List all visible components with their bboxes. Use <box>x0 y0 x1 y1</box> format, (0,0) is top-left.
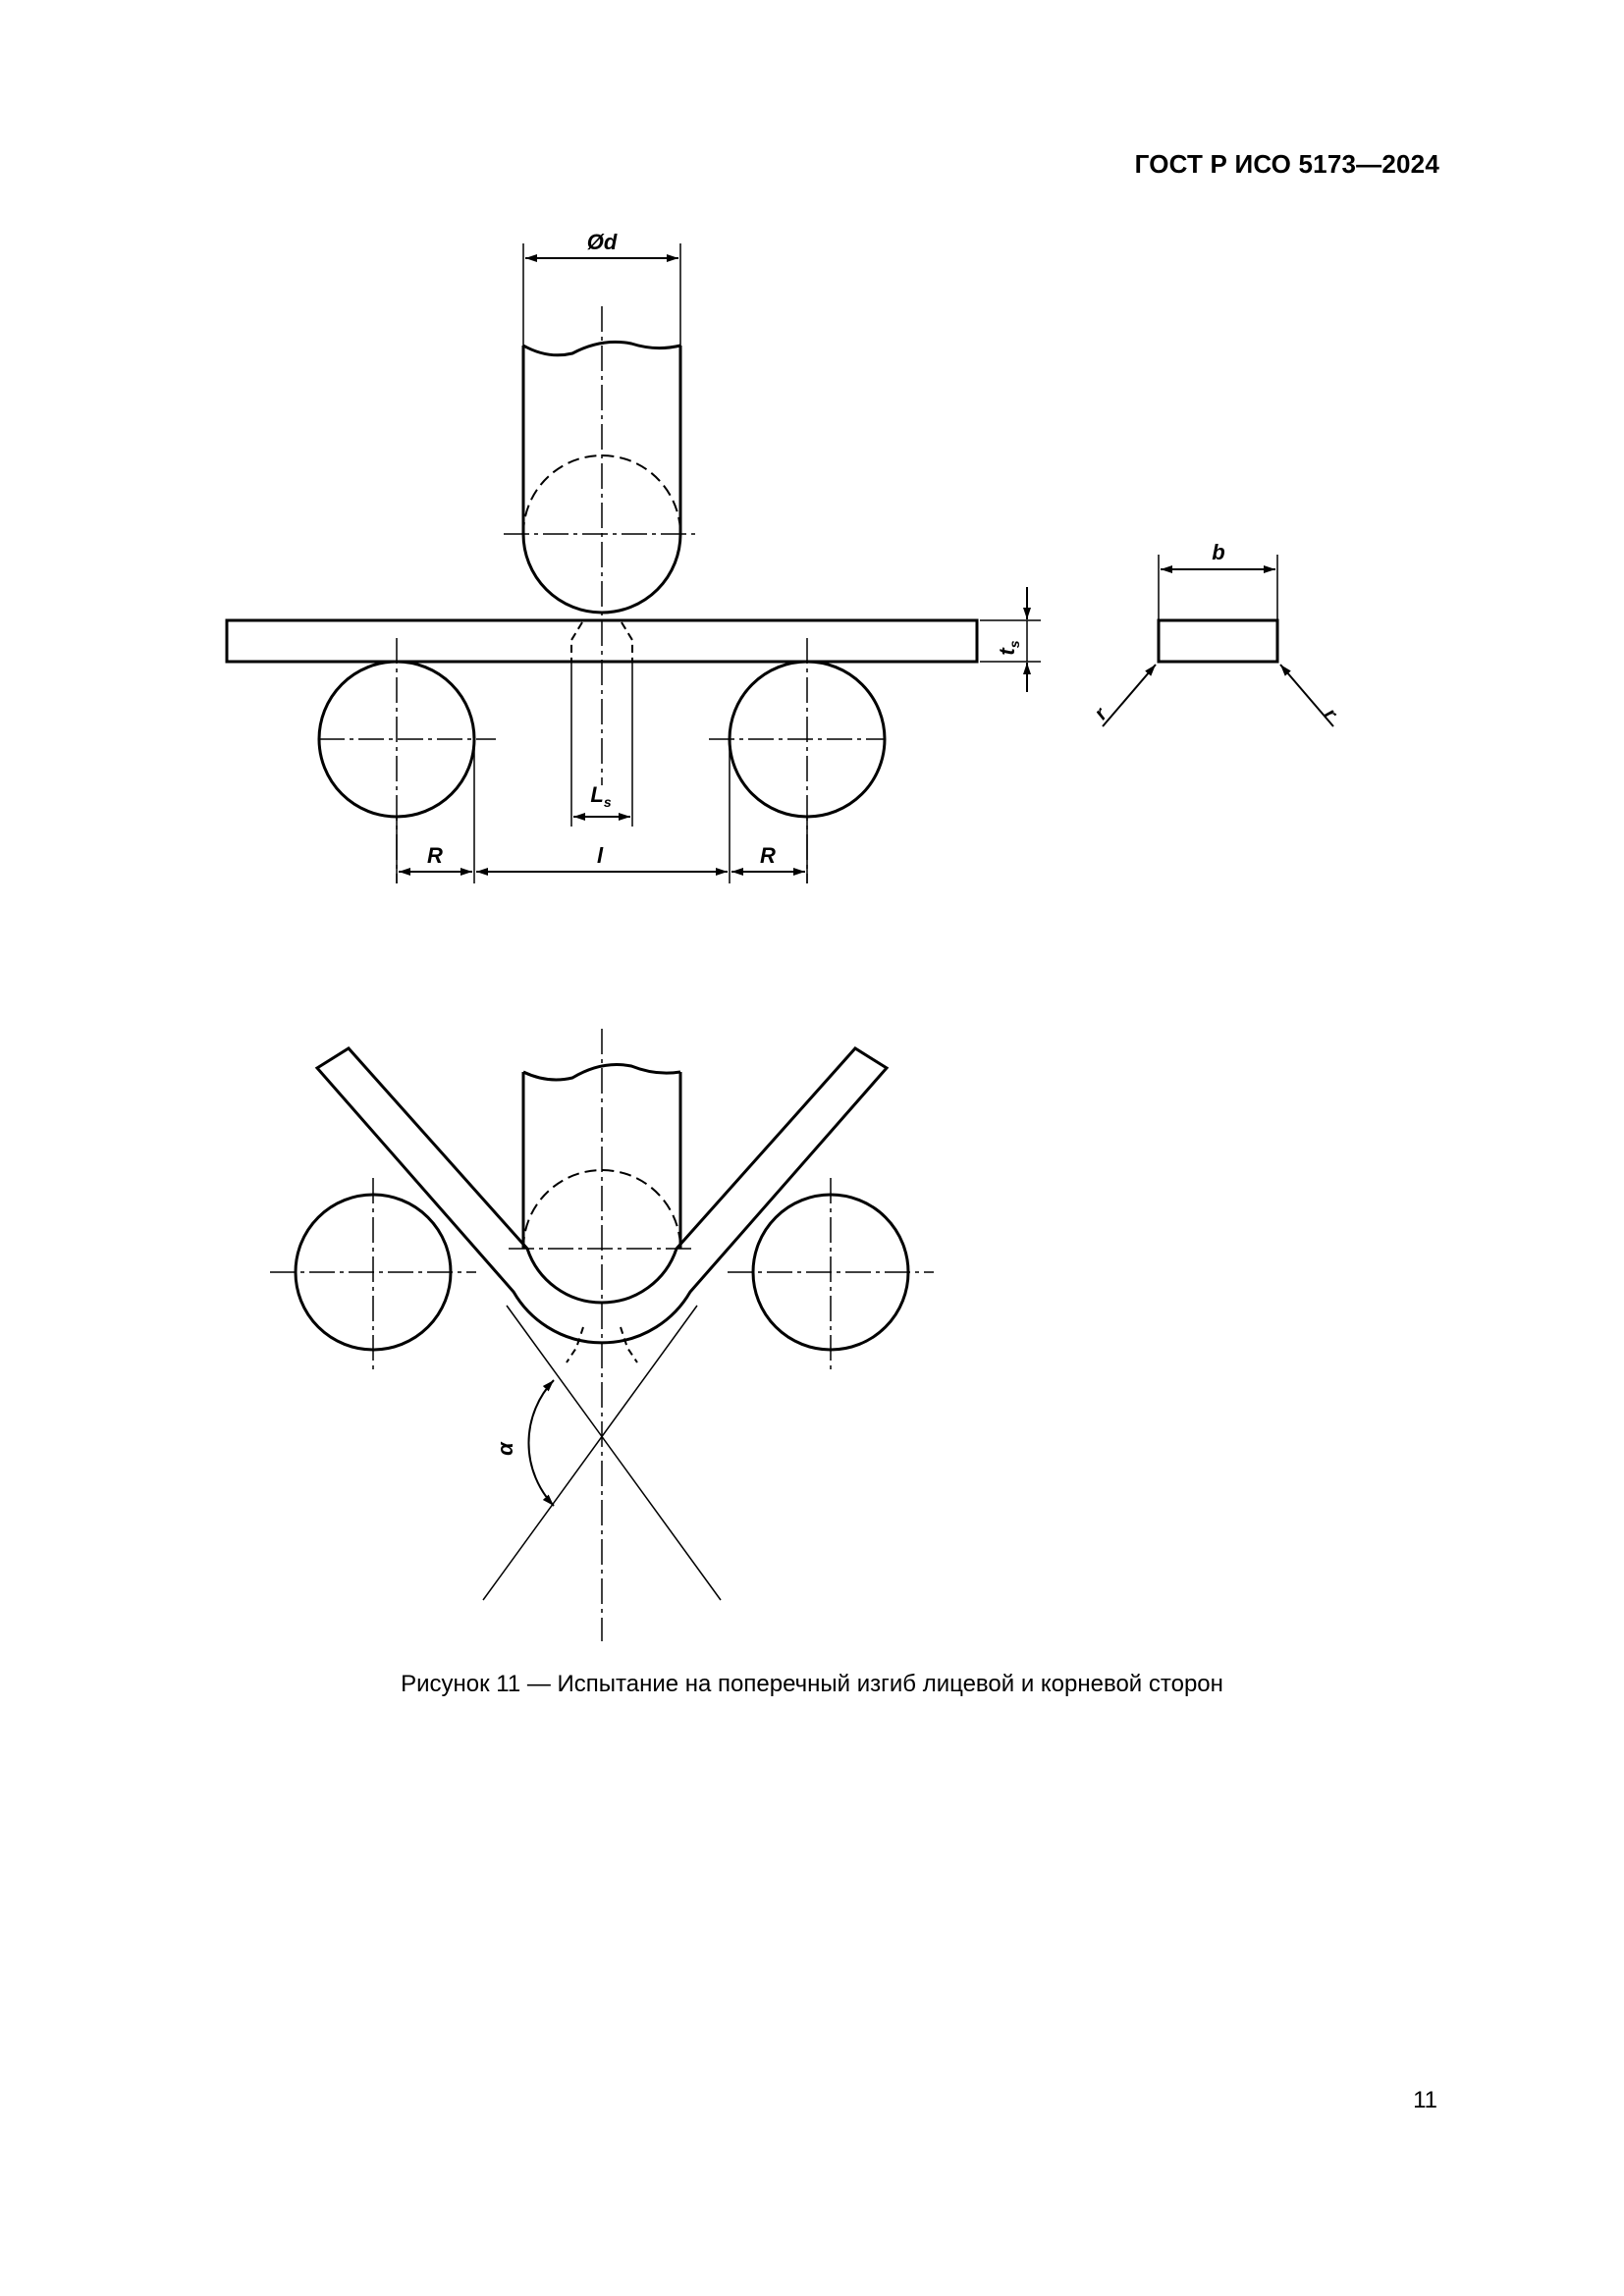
top-diagram <box>227 243 1333 883</box>
label-width: b <box>1212 540 1225 564</box>
weld-fusion-right <box>622 622 632 662</box>
label-roller-radius-right: R <box>760 843 776 868</box>
label-weld-width: $L_s$ <box>590 782 612 810</box>
label-roller-radius-left: R <box>427 843 443 868</box>
label-edge-radius-left: r <box>1090 704 1112 724</box>
bottom-diagram <box>270 1029 934 1641</box>
label-thickness: $t_s$ <box>995 640 1022 656</box>
specimen-cross-section <box>1159 620 1277 662</box>
label-diameter: Ød <box>586 230 618 254</box>
figure-caption: Рисунок 11 — Испытание на поперечный изгиб лицевой и корневой сторон <box>401 1671 1223 1697</box>
bent-weld-fusion-left <box>567 1327 583 1362</box>
weld-fusion-left <box>571 622 582 662</box>
bend-angle-arc <box>528 1380 554 1506</box>
document-code: ГОСТ Р ИСО 5173—2024 <box>1134 149 1439 179</box>
label-span: l <box>596 843 604 868</box>
page-number: 11 <box>1413 2087 1437 2113</box>
bent-weld-fusion-right <box>621 1327 637 1362</box>
label-bend-angle: α <box>493 1442 517 1456</box>
label-edge-radius-right: r <box>1319 704 1341 724</box>
extension-line-left <box>507 1306 721 1600</box>
